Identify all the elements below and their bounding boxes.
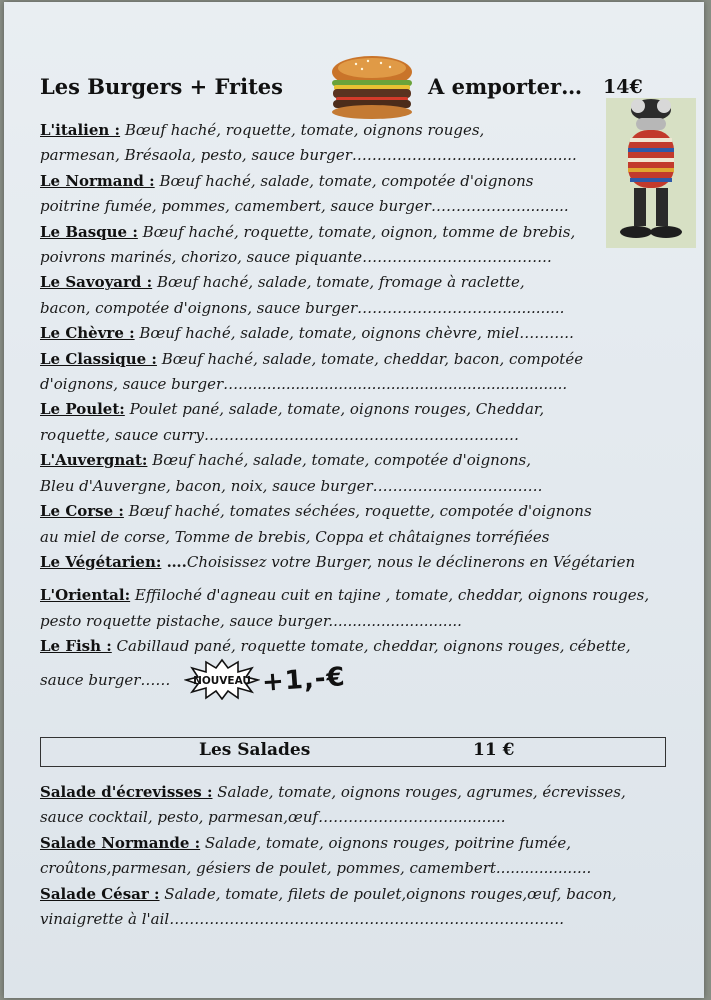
menu-item-vegetarien bbox=[40, 550, 680, 575]
item-description: Salade, tomate, oignons rouges, poitrine fumée, bbox=[200, 833, 572, 852]
item-description: poitrine fumée, pommes, camembert, sauce burger……………….......... bbox=[40, 197, 569, 216]
item-name: Salade d'écrevisses : bbox=[40, 783, 213, 801]
item-description: Salade, tomate, oignons rouges, agrumes, écrevisses, bbox=[212, 783, 626, 801]
item-description: Bœuf haché, salade, tomate, oignons chèvre, miel……….. bbox=[134, 324, 574, 343]
item-name: Le Chèvre : bbox=[40, 324, 135, 343]
menu-item-classique bbox=[40, 347, 680, 398]
item-name: L'italien : bbox=[40, 121, 121, 139]
burger-icon bbox=[326, 54, 418, 120]
nouveau-badge bbox=[184, 658, 260, 700]
fish-supplement: +1,-€ bbox=[261, 661, 347, 698]
nouveau-label: NOUVEAU bbox=[193, 674, 252, 687]
salads-header bbox=[40, 737, 666, 767]
item-description: Bœuf haché, roquette, tomate, oignon, tomme de brebis, bbox=[137, 222, 576, 241]
item-description: bacon, compotée d'oignons, sauce burger…………………………............ bbox=[40, 298, 565, 317]
item-name: Le Basque : bbox=[40, 222, 138, 241]
item-description: Bœuf haché, salade, tomate, cheddar, bacon, compotée bbox=[156, 349, 584, 368]
item-description: au miel de corse, Tomme de brebis, Coppa et châtaignes torréfiées bbox=[40, 527, 550, 546]
item-description: d'oignons, sauce burger…..................................................................... bbox=[40, 375, 568, 394]
menu-item-auvergnat bbox=[40, 448, 680, 499]
burger-list bbox=[40, 118, 680, 702]
item-description: Bœuf haché, salade, tomate, compotée d'oignons bbox=[154, 171, 534, 190]
menu-item-normand bbox=[40, 169, 680, 220]
menu-item-basque bbox=[40, 220, 680, 271]
item-description: pesto roquette pistache, sauce burger............................ bbox=[40, 611, 462, 630]
salad-list bbox=[40, 780, 680, 932]
item-name: Le Classique : bbox=[40, 349, 157, 368]
item-description: Effiloché d'agneau cuit en tajine , tomate, cheddar, oignons rouges, bbox=[130, 586, 650, 605]
item-name: L'Auvergnat: bbox=[40, 451, 148, 470]
item-description: Cabillaud pané, roquette tomate, cheddar, oignons rouges, cébette, bbox=[111, 637, 631, 656]
menu-item-oriental bbox=[40, 583, 680, 634]
item-description: Bœuf haché, salade, tomate, fromage à raclette, bbox=[152, 273, 525, 292]
menu-item-poulet bbox=[40, 397, 680, 448]
item-description: sauce burger…… bbox=[40, 670, 171, 689]
section-title-burgers: Les Burgers + Frites bbox=[40, 74, 283, 99]
item-name: Le Savoyard : bbox=[40, 273, 153, 292]
item-description: Choisissez votre Burger, nous le déclinerons en Végétarien bbox=[186, 552, 636, 571]
item-name: L'Oriental: bbox=[40, 586, 131, 605]
item-name: Le Fish : bbox=[40, 637, 112, 656]
menu-item-salade-ecrevisses bbox=[40, 780, 680, 831]
menu-page bbox=[4, 2, 704, 998]
menu-item-chevre bbox=[40, 321, 680, 346]
menu-item-salade-normande bbox=[40, 831, 680, 882]
item-description: parmesan, Brésaola, pesto, sauce burger……………………...................... bbox=[40, 146, 577, 165]
item-description: Bœuf haché, roquette, tomate, oignons rouges, bbox=[120, 121, 485, 139]
item-description: Salade, tomate, filets de poulet,oignons rouges,œuf, bacon, bbox=[159, 884, 617, 903]
item-description: poivrons marinés, chorizo, sauce piquante……………………………….. bbox=[40, 248, 552, 267]
item-name: Le Végétarien: bbox=[40, 552, 162, 571]
takeaway-label: A emporter… bbox=[428, 74, 583, 99]
section-title-salads: Les Salades bbox=[199, 740, 311, 760]
item-description: Bœuf haché, salade, tomate, compotée d'oignons, bbox=[147, 451, 531, 470]
item-description: Poulet pané, salade, tomate, oignons rouges, Cheddar, bbox=[124, 400, 545, 419]
item-description: Bleu d'Auvergne, bacon, noix, sauce burger……………………………. bbox=[40, 476, 543, 495]
menu-item-fish bbox=[40, 634, 680, 701]
salad-price: 11 € bbox=[473, 740, 515, 760]
menu-item-italien bbox=[40, 118, 680, 169]
menu-item-corse bbox=[40, 499, 680, 550]
item-description: Bœuf haché, tomates séchées, roquette, compotée d'oignons bbox=[123, 502, 592, 521]
menu-item-savoyard bbox=[40, 270, 680, 321]
item-name: Le Normand : bbox=[40, 171, 155, 190]
item-prefix: …. bbox=[161, 552, 187, 571]
item-description: croûtons,parmesan, gésiers de poulet, pommes, camembert.................... bbox=[40, 859, 592, 878]
item-name: Le Corse : bbox=[40, 502, 124, 521]
menu-item-salade-cesar bbox=[40, 882, 680, 933]
item-description: vinaigrette à l'ail……………………………………………………………………. bbox=[40, 910, 564, 929]
item-description: roquette, sauce curry……………………………………………………… bbox=[40, 425, 520, 444]
item-name: Le Poulet: bbox=[40, 400, 125, 419]
item-name: Salade César : bbox=[40, 884, 160, 903]
item-description: sauce cocktail, pesto, parmesan,œuf………………………........... bbox=[40, 808, 506, 827]
burger-price: 14€ bbox=[603, 76, 643, 98]
item-name: Salade Normande : bbox=[40, 833, 201, 852]
